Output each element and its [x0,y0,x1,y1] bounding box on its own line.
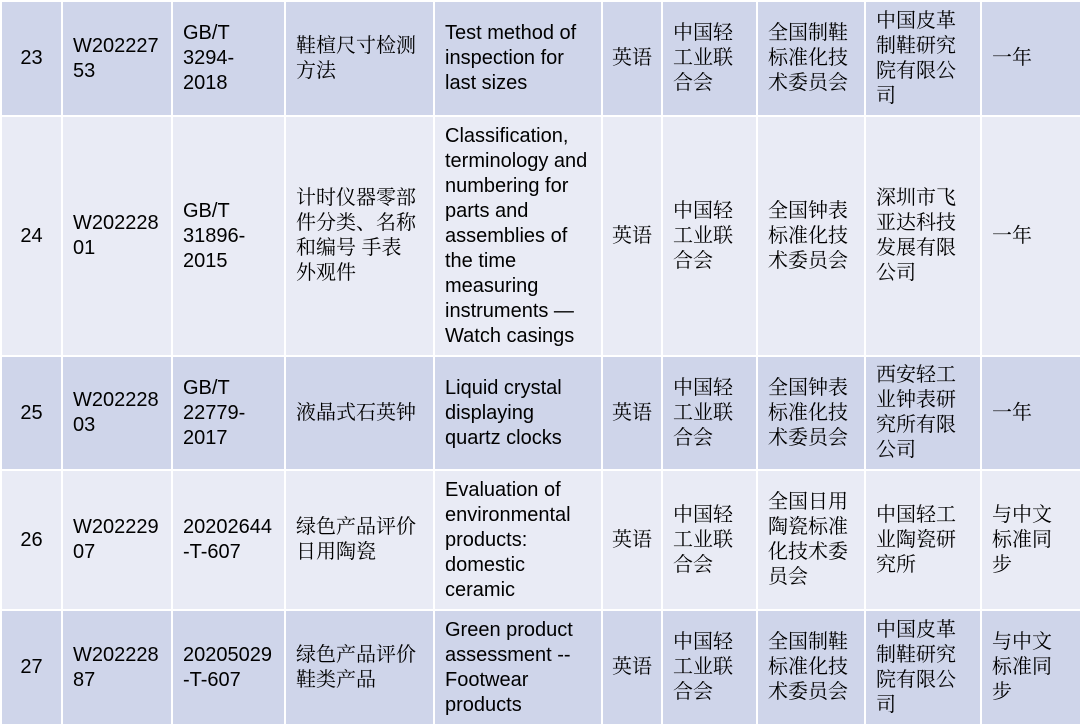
chinese-title: 计时仪器零部 件分类、名称 和编号 手表 外观件 [285,116,434,356]
completion-period: 一年 [981,116,1080,356]
language: 英语 [602,356,662,470]
chinese-title: 绿色产品评价 日用陶瓷 [285,470,434,610]
technical-committee: 全国钟表 标准化技 术委员会 [757,116,865,356]
chinese-title: 液晶式石英钟 [285,356,434,470]
drafting-unit: 中国皮革 制鞋研究 院有限公 司 [865,1,981,116]
plan-number: W202227 53 [62,1,172,116]
english-title: Liquid crystal displaying quartz clocks [434,356,602,470]
department: 中国轻 工业联 合会 [662,356,757,470]
language: 英语 [602,1,662,116]
standard-number: GB/T 31896- 2015 [172,116,285,356]
english-title: Test method of inspection for last sizes [434,1,602,116]
drafting-unit: 中国皮革 制鞋研究 院有限公 司 [865,610,981,725]
language: 英语 [602,610,662,725]
technical-committee: 全国制鞋 标准化技 术委员会 [757,610,865,725]
department: 中国轻 工业联 合会 [662,470,757,610]
completion-period: 与中文 标准同 步 [981,470,1080,610]
drafting-unit: 深圳市飞 亚达科技 发展有限 公司 [865,116,981,356]
english-title: Evaluation of environmental products: domestic ceramic [434,470,602,610]
completion-period: 与中文 标准同 步 [981,610,1080,725]
department: 中国轻 工业联 合会 [662,1,757,116]
drafting-unit: 中国轻工 业陶瓷研 究所 [865,470,981,610]
row-number: 26 [1,470,62,610]
chinese-title: 鞋楦尺寸检测 方法 [285,1,434,116]
technical-committee: 全国制鞋 标准化技 术委员会 [757,1,865,116]
table-row [1,356,1080,470]
row-number: 23 [1,1,62,116]
plan-number: W202228 87 [62,610,172,725]
department: 中国轻 工业联 合会 [662,116,757,356]
english-title: Green product assessment -- Footwear products [434,610,602,725]
technical-committee: 全国钟表 标准化技 术委员会 [757,356,865,470]
table-row [1,610,1080,725]
chinese-title: 绿色产品评价 鞋类产品 [285,610,434,725]
technical-committee: 全国日用 陶瓷标准 化技术委 员会 [757,470,865,610]
department: 中国轻 工业联 合会 [662,610,757,725]
standard-number: 20202644 -T-607 [172,470,285,610]
standard-number: GB/T 22779- 2017 [172,356,285,470]
drafting-unit: 西安轻工 业钟表研 究所有限 公司 [865,356,981,470]
completion-period: 一年 [981,356,1080,470]
english-title: Classification, terminology and numbering for parts and assemblies of the time measuring instruments — Watch casings [434,116,602,356]
language: 英语 [602,470,662,610]
standard-number: 20205029 -T-607 [172,610,285,725]
table-row [1,470,1080,610]
plan-number: W202229 07 [62,470,172,610]
completion-period: 一年 [981,1,1080,116]
row-number: 25 [1,356,62,470]
row-number: 27 [1,610,62,725]
plan-number: W202228 01 [62,116,172,356]
table-row [1,116,1080,356]
standard-number: GB/T 3294- 2018 [172,1,285,116]
table-row [1,1,1080,116]
row-number: 24 [1,116,62,356]
language: 英语 [602,116,662,356]
plan-number: W202228 03 [62,356,172,470]
